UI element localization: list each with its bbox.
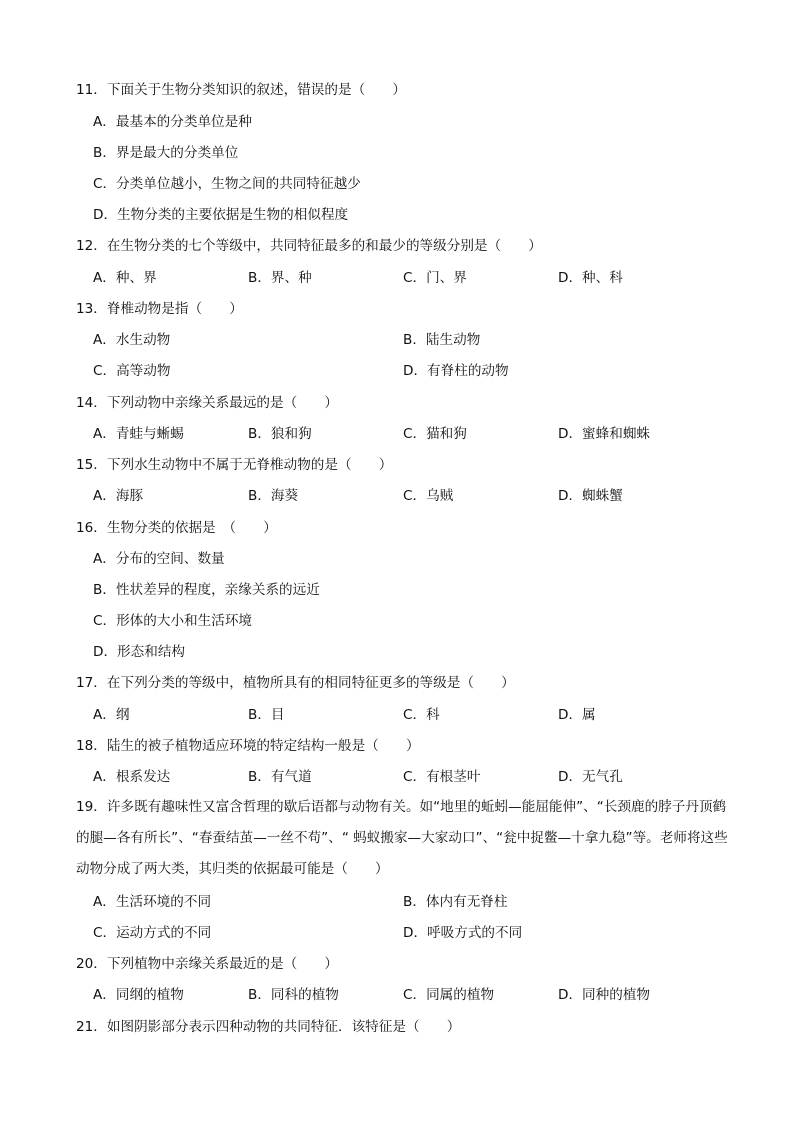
question-15-option-b: B．海葵 [248,488,299,504]
question-12-option-a: A．种、界 [93,270,157,286]
question-18-stem: 18．陆生的被子植物适应环境的特定结构一般是（ ） [76,738,420,754]
question-16-option-d: D．形态和结构 [93,644,186,660]
question-18-option-a: A．根系发达 [93,769,171,785]
question-16-option-a: A．分布的空间、数量 [93,551,225,567]
question-11-option-c: C．分类单位越小，生物之间的共同特征越少 [93,176,361,192]
question-20-stem: 20．下列植物中亲缘关系最近的是（ ） [76,956,338,972]
question-14-option-d: D．蜜蜂和蜘蛛 [558,426,651,442]
question-15-option-d: D．蜘蛛蟹 [558,488,623,504]
question-17-stem: 17．在下列分类的等级中，植物所具有的相同特征更多的等级是（ ） [76,675,515,691]
question-11-option-b: B．界是最大的分类单位 [93,145,239,161]
question-14-option-a: A．青蛙与蜥蜴 [93,426,184,442]
question-15-option-a: A．海豚 [93,488,144,504]
question-20-option-d: D．同种的植物 [558,987,651,1003]
question-15-stem: 15．下列水生动物中不属于无脊椎动物的是（ ） [76,457,393,473]
question-19-option-c: C．运动方式的不同 [93,925,212,941]
question-15-option-c: C．乌贼 [403,488,454,504]
question-14-stem: 14．下列动物中亲缘关系最远的是（ ） [76,395,338,411]
question-20-option-b: B．同科的植物 [248,987,339,1003]
question-14-option-b: B．狼和狗 [248,426,312,442]
question-13-option-a: A．水生动物 [93,332,171,348]
question-20-option-c: C．同属的植物 [403,987,495,1003]
question-19-option-d: D．呼吸方式的不同 [403,925,523,941]
question-19-stem: 19．许多既有趣味性又富含哲理的歇后语都与动物有关。如“地里的蚯蚓—能屈能伸”、“长颈鹿的脖子丹顶鹤的腿—各有所长”、“春蚕结茧—一丝不苟”、“ 蚂蚁搬家—大家动口”、“瓮中捉鳖—十拿九稳”等。老师将这些动物分成了两大类，其归类的依据最可能是（ ） [76,799,728,877]
question-12-stem: 12．在生物分类的七个等级中，共同特征最多的和最少的等级分别是（ ） [76,238,542,254]
question-19-option-b: B．体内有无脊柱 [403,894,508,910]
question-16-option-c: C．形体的大小和生活环境 [93,613,253,629]
question-12-option-b: B．界、种 [248,270,312,286]
question-13-option-b: B．陆生动物 [403,332,481,348]
question-12-option-d: D．种、科 [558,270,623,286]
question-11-option-a: A．最基本的分类单位是种 [93,114,252,130]
question-11-stem: 11．下面关于生物分类知识的叙述，错误的是（ ） [76,82,406,98]
question-17-option-d: D．属 [558,707,596,723]
question-18-option-d: D．无气孔 [558,769,623,785]
question-17-option-b: B．目 [248,707,285,723]
question-20-option-a: A．同纲的植物 [93,987,184,1003]
question-21-stem: 21．如图阴影部分表示四种动物的共同特征．该特征是（ ） [76,1019,461,1035]
question-17-option-a: A．纲 [93,707,130,723]
question-16-option-b: B．性状差异的程度，亲缘关系的远近 [93,582,320,598]
question-14-option-c: C．猫和狗 [403,426,467,442]
question-13-option-d: D．有脊柱的动物 [403,363,509,379]
question-12-option-c: C．门、界 [403,270,467,286]
question-13-stem: 13．脊椎动物是指（ ） [76,301,243,317]
question-16-stem: 16．生物分类的依据是 （ ） [76,520,277,536]
question-17-option-c: C．科 [403,707,440,723]
question-13-option-c: C．高等动物 [93,363,171,379]
question-11-option-d: D．生物分类的主要依据是生物的相似程度 [93,207,349,223]
question-19-option-a: A．生活环境的不同 [93,894,212,910]
question-18-option-c: C．有根茎叶 [403,769,481,785]
question-18-option-b: B．有气道 [248,769,312,785]
